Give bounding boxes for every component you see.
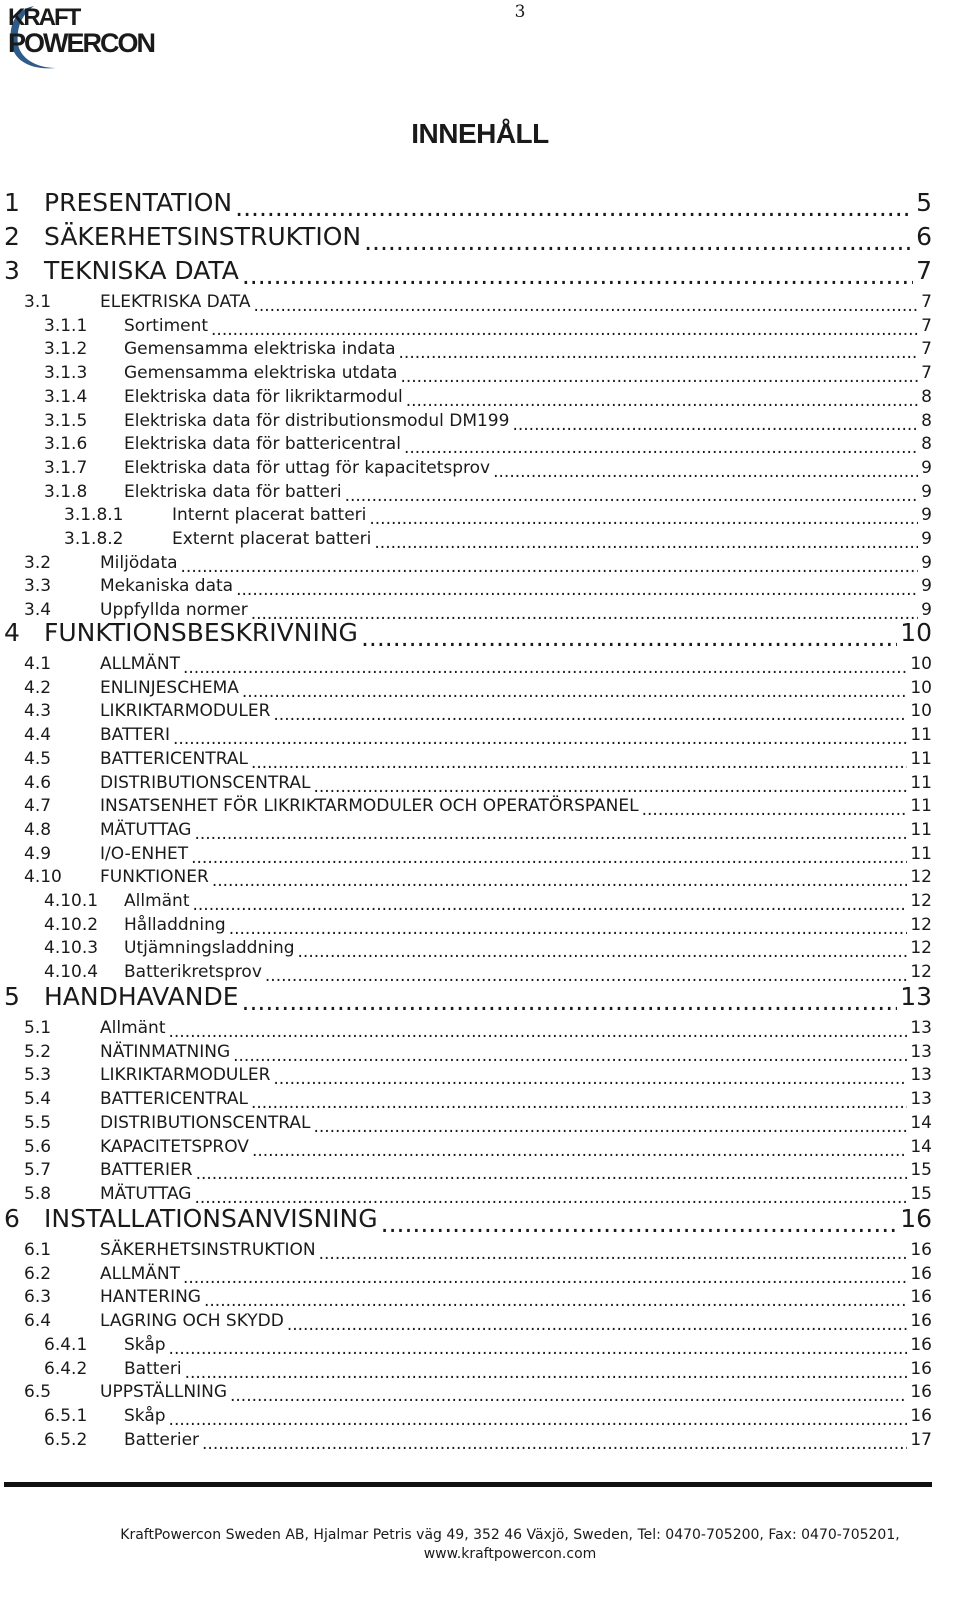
toc-leader-dots	[364, 227, 913, 256]
toc-entry-number: 3.3	[24, 576, 52, 597]
toc-entry[interactable]	[24, 725, 932, 749]
toc-entry-label: FUNKTIONER	[100, 867, 209, 888]
toc-entry[interactable]	[24, 576, 932, 600]
toc-entry-label: BATTERICENTRAL	[100, 748, 248, 769]
toc-entry-label: Uppfyllda normer	[100, 600, 248, 621]
toc-entry-page: 13	[910, 1065, 932, 1086]
toc-entry-number: 6	[4, 1204, 20, 1233]
toc-entry[interactable]	[24, 1018, 932, 1042]
toc-entry[interactable]	[24, 292, 932, 316]
toc-entry-number: 5.3	[24, 1065, 52, 1086]
toc-leader-dots	[374, 533, 918, 553]
toc-entry-label: INSTALLATIONSANVISNING	[44, 1204, 378, 1233]
toc-entry[interactable]	[24, 1089, 932, 1113]
toc-entry-page: 10	[900, 618, 932, 647]
toc-leader-dots	[230, 1386, 907, 1406]
toc-entry-page: 11	[910, 819, 932, 840]
toc-entry-number: 4.7	[24, 796, 52, 817]
toc-leader-dots	[181, 557, 919, 577]
toc-leader-dots	[169, 1339, 908, 1359]
toc-entry-number: 5.6	[24, 1136, 52, 1157]
toc-entry[interactable]	[24, 1311, 932, 1335]
toc-leader-dots	[242, 261, 913, 290]
toc-entry[interactable]	[44, 1406, 932, 1430]
toc-entry-page: 9	[921, 552, 932, 573]
toc-entry-label: Allmänt	[100, 1018, 166, 1038]
toc-entry-page: 16	[910, 1240, 932, 1260]
toc-entry[interactable]	[24, 844, 932, 868]
toc-entry-page: 16	[910, 1311, 932, 1332]
toc-entry-number: 4	[4, 618, 20, 647]
toc-leader-dots	[313, 777, 907, 797]
toc-entry-number: 6.3	[24, 1287, 52, 1308]
toc-entry-page: 11	[910, 796, 932, 817]
toc-leader-dots	[273, 705, 907, 725]
toc-entry-label: Batteri	[124, 1358, 182, 1379]
toc-entry-label: HANDHAVANDE	[44, 982, 239, 1011]
toc-entry-label: Elektriska data för battericentral	[124, 434, 401, 455]
toc-entry-label: ALLMÄNT	[100, 1263, 180, 1284]
logo-text-line2: POWERCON	[8, 28, 154, 58]
toc-entry[interactable]	[44, 891, 932, 915]
toc-entry-page: 7	[921, 339, 932, 360]
toc-entry-page: 8	[921, 410, 932, 431]
toc-entry-number: 6.1	[24, 1240, 52, 1260]
toc-entry-label: Externt placerat batteri	[172, 529, 372, 549]
toc-entry[interactable]	[24, 1113, 932, 1137]
toc-entry-number: 6.5	[24, 1382, 52, 1403]
footer-address: KraftPowercon Sweden AB, Hjalmar Petris väg 49, 352 46 Växjö, Sweden, Tel: 0470-705200, Fax: 0470-705201,	[120, 1527, 900, 1543]
toc-entry-number: 2	[4, 222, 20, 251]
toc-entry-label: Elektriska data för uttag för kapacitetsprov	[124, 457, 491, 478]
toc-leader-dots	[193, 895, 908, 915]
toc-leader-dots	[173, 729, 907, 749]
toc-entry-number: 4.9	[24, 843, 52, 864]
toc-entry-label: Utjämningsladdning	[124, 938, 295, 959]
toc-entry-page: 9	[921, 576, 932, 597]
toc-entry[interactable]	[4, 1204, 932, 1238]
toc-entry-number: 6.2	[24, 1263, 52, 1284]
toc-entry-label: Mekaniska data	[100, 576, 234, 597]
toc-leader-dots	[273, 1069, 907, 1089]
toc-entry-number: 1	[4, 188, 20, 217]
toc-entry-number: 4.8	[24, 819, 52, 840]
toc-entry[interactable]	[4, 188, 932, 222]
toc-entry-page: 14	[910, 1136, 932, 1157]
toc-leader-dots	[212, 871, 908, 891]
toc-entry-page: 13	[910, 1041, 932, 1062]
toc-entry[interactable]	[24, 1240, 932, 1264]
toc-entry-page: 13	[910, 1089, 932, 1110]
toc-leader-dots	[381, 1209, 898, 1238]
toc-entry[interactable]	[24, 678, 932, 702]
toc-entry-page: 16	[910, 1382, 932, 1403]
toc-entry-label: Allmänt	[124, 891, 190, 911]
toc-entry[interactable]	[24, 820, 932, 844]
toc-leader-dots	[512, 415, 918, 435]
toc-entry-page: 14	[910, 1112, 932, 1133]
toc-entry-number: 3.2	[24, 552, 52, 573]
toc-entry-label: HANTERING	[100, 1287, 201, 1308]
logo-text-line1: KRAFT	[8, 4, 80, 31]
toc-entry-label: Skåp	[124, 1334, 166, 1355]
toc-entry-number: 6.5.1	[44, 1405, 88, 1426]
toc-leader-dots	[493, 462, 918, 482]
toc-entry-label: BATTERIER	[100, 1160, 193, 1181]
toc-leader-dots	[251, 753, 907, 773]
toc-entry-number: 3.1.8	[44, 481, 88, 502]
toc-entry-label: ELEKTRISKA DATA	[100, 292, 251, 312]
toc-entry-label: Hålladdning	[124, 914, 226, 935]
toc-entry-page: 7	[921, 315, 932, 336]
toc-leader-dots	[252, 1141, 907, 1161]
toc-leader-dots	[406, 391, 918, 411]
toc-entry[interactable]	[24, 796, 932, 820]
toc-entry-page: 5	[916, 188, 932, 217]
toc-entry[interactable]	[44, 938, 932, 962]
toc-entry-number: 4.10.1	[44, 891, 99, 911]
toc-entry[interactable]	[44, 387, 932, 411]
toc-entry[interactable]	[24, 1160, 932, 1184]
toc-leader-dots	[211, 320, 918, 340]
toc-entry-number: 4.1	[24, 654, 52, 674]
toc-entry-number: 3.1	[24, 292, 52, 312]
toc-entry-page: 9	[921, 529, 932, 549]
toc-entry-number: 6.4	[24, 1311, 52, 1332]
toc-leader-dots	[233, 1046, 907, 1066]
toc-leader-dots	[196, 1164, 908, 1184]
toc-entry-page: 16	[910, 1263, 932, 1284]
toc-entry-number: 4.2	[24, 677, 52, 698]
toc-leader-dots	[313, 1117, 907, 1137]
toc-entry-label: LAGRING OCH SKYDD	[100, 1311, 284, 1332]
toc-entry-page: 10	[910, 701, 932, 722]
toc-entry[interactable]	[24, 1042, 932, 1066]
toc-entry-page: 11	[910, 772, 932, 793]
toc-entry-label: I/O-ENHET	[100, 843, 189, 864]
toc-leader-dots	[287, 1315, 908, 1335]
toc-leader-dots	[404, 438, 918, 458]
toc-entry-page: 7	[916, 256, 932, 285]
toc-leader-dots	[183, 1268, 907, 1288]
toc-entry-page: 9	[921, 505, 932, 526]
toc-entry-number: 3.1.1	[44, 315, 88, 336]
toc-entry-label: Gemensamma elektriska indata	[124, 339, 396, 360]
toc-entry-label: Miljödata	[100, 552, 178, 573]
toc-entry[interactable]	[44, 363, 932, 387]
toc-entry[interactable]	[64, 529, 932, 553]
toc-entry-page: 9	[921, 600, 932, 621]
toc-entry-number: 3.1.8.2	[64, 529, 124, 549]
toc-entry-number: 4.10.2	[44, 914, 99, 935]
toc-entry-number: 6.4.2	[44, 1358, 88, 1379]
toc-entry-number: 5.5	[24, 1112, 52, 1133]
toc-entry-page: 8	[921, 386, 932, 407]
footer-divider	[4, 1482, 932, 1487]
toc-leader-dots	[345, 486, 919, 506]
toc-entry-number: 3.1.8.1	[64, 505, 124, 526]
toc-entry[interactable]	[4, 256, 932, 290]
toc-entry-page: 12	[910, 962, 932, 983]
toc-entry[interactable]	[44, 915, 932, 939]
toc-entry-page: 12	[910, 891, 932, 911]
toc-entry-page: 6	[916, 222, 932, 251]
toc-entry-page: 10	[910, 654, 932, 674]
toc-leader-dots	[169, 1410, 908, 1430]
toc-entry[interactable]	[24, 701, 932, 725]
toc-leader-dots	[361, 623, 897, 652]
toc-entry-number: 4.10.4	[44, 962, 99, 983]
toc-entry-label: BATTERICENTRAL	[100, 1089, 248, 1110]
toc-entry[interactable]	[24, 867, 932, 891]
toc-entry-label: TEKNISKA DATA	[44, 256, 239, 285]
toc-entry-page: 13	[910, 1018, 932, 1038]
page-number: 3	[514, 2, 526, 22]
toc-leader-dots	[399, 343, 919, 363]
toc-entry-label: Elektriska data för batteri	[124, 481, 342, 502]
toc-entry-number: 3.1.5	[44, 410, 88, 431]
toc-entry-label: PRESENTATION	[44, 188, 233, 217]
toc-entry[interactable]	[44, 1335, 932, 1359]
toc-entry-number: 4.4	[24, 725, 52, 746]
toc-leader-dots	[298, 942, 908, 962]
toc-entry-label: Internt placerat batteri	[172, 505, 367, 526]
toc-entry[interactable]	[44, 411, 932, 435]
toc-entry[interactable]	[44, 1359, 932, 1383]
toc-entry-number: 4.3	[24, 701, 52, 722]
toc-entry[interactable]	[24, 1382, 932, 1406]
toc-entry-number: 3.1.3	[44, 363, 88, 384]
footer-website: www.kraftpowercon.com	[423, 1546, 597, 1562]
toc-leader-dots	[235, 193, 913, 222]
toc-entry-page: 12	[910, 938, 932, 959]
company-logo	[6, 2, 176, 72]
toc-entry-page: 13	[900, 982, 932, 1011]
toc-entry-number: 3.1.2	[44, 339, 88, 360]
toc-entry[interactable]	[24, 1137, 932, 1161]
toc-entry-page: 16	[910, 1405, 932, 1426]
toc-entry-label: Batterikretsprov	[124, 962, 262, 983]
toc-leader-dots	[400, 367, 918, 387]
toc-entry-page: 15	[910, 1183, 932, 1204]
toc-leader-dots	[202, 1434, 907, 1454]
toc-entry-label: LIKRIKTARMODULER	[100, 701, 271, 722]
toc-entry-page: 16	[910, 1358, 932, 1379]
toc-entry-page: 9	[921, 481, 932, 502]
toc-entry-label: Elektriska data för likriktarmodul	[124, 386, 403, 407]
toc-entry[interactable]	[44, 482, 932, 506]
toc-entry-page: 12	[910, 867, 932, 888]
toc-title: INNEHÅLL	[411, 118, 549, 149]
toc-entry-number: 4.5	[24, 748, 52, 769]
toc-entry-page: 16	[900, 1204, 932, 1233]
toc-leader-dots	[319, 1244, 908, 1264]
toc-entry-number: 6.5.2	[44, 1429, 88, 1450]
toc-entry-number: 5.2	[24, 1041, 52, 1062]
toc-entry-number: 4.10.3	[44, 938, 99, 959]
toc-leader-dots	[204, 1291, 907, 1311]
toc-entry-label: Skåp	[124, 1405, 166, 1426]
toc-leader-dots	[169, 1022, 908, 1042]
toc-entry-number: 5.8	[24, 1183, 52, 1204]
toc-entry[interactable]	[4, 982, 932, 1016]
toc-entry[interactable]	[24, 1264, 932, 1288]
toc-leader-dots	[242, 987, 898, 1016]
toc-entry-number: 4.6	[24, 772, 52, 793]
toc-entry-label: SÄKERHETSINSTRUKTION	[44, 222, 362, 251]
toc-entry-label: Batterier	[124, 1429, 200, 1450]
toc-entry-label: UPPSTÄLLNING	[100, 1382, 227, 1403]
toc-entry-page: 11	[910, 843, 932, 864]
footer	[0, 1526, 960, 1564]
toc-entry-label: FUNKTIONSBESKRIVNING	[44, 618, 358, 647]
toc-entry[interactable]	[24, 654, 932, 678]
toc-leader-dots	[642, 800, 908, 820]
toc-leader-dots	[229, 919, 908, 939]
toc-entry-label: Elektriska data för distributionsmodul DM199	[124, 410, 510, 431]
toc-entry-page: 9	[921, 457, 932, 478]
toc-entry-label: Gemensamma elektriska utdata	[124, 363, 398, 384]
toc-entry-number: 3.1.4	[44, 386, 88, 407]
toc-entry-label: ENLINJESCHEMA	[100, 677, 239, 698]
toc-entry[interactable]	[24, 553, 932, 577]
toc-entry-label: DISTRIBUTIONSCENTRAL	[100, 1112, 311, 1133]
toc-entry-page: 16	[910, 1287, 932, 1308]
toc-entry[interactable]	[4, 618, 932, 652]
toc-entry-label: BATTERI	[100, 725, 171, 746]
toc-entry-page: 17	[910, 1429, 932, 1450]
toc-entry-page: 11	[910, 725, 932, 746]
toc-entry-number: 5.7	[24, 1160, 52, 1181]
toc-entry-page: 7	[921, 292, 932, 312]
toc-entry-label: MÄTUTTAG	[100, 819, 192, 840]
toc-entry-page: 7	[921, 363, 932, 384]
toc-leader-dots	[251, 1093, 907, 1113]
toc-entry-page: 15	[910, 1160, 932, 1181]
toc-entry-number: 3.1.7	[44, 457, 88, 478]
toc-entry[interactable]	[24, 749, 932, 773]
toc-entry-number: 5	[4, 982, 20, 1011]
toc-entry-label: INSATSENHET FÖR LIKRIKTARMODULER OCH OPERATÖRSPANEL	[100, 796, 639, 817]
toc-entry[interactable]	[4, 222, 932, 256]
toc-entry-label: KAPACITETSPROV	[100, 1136, 249, 1157]
toc-entry-label: NÄTINMATNING	[100, 1041, 231, 1062]
toc-entry[interactable]	[64, 505, 932, 529]
toc-entry[interactable]	[44, 1430, 932, 1454]
toc-leader-dots	[236, 580, 918, 600]
toc-leader-dots	[194, 824, 907, 844]
toc-entry-number: 3	[4, 256, 20, 285]
toc-leader-dots	[191, 848, 907, 868]
toc-entry-label: ALLMÄNT	[100, 654, 180, 674]
toc-leader-dots	[183, 658, 907, 678]
toc-entry-label: LIKRIKTARMODULER	[100, 1065, 271, 1086]
toc-entry[interactable]	[24, 1287, 932, 1311]
toc-entry-page: 16	[910, 1334, 932, 1355]
toc-leader-dots	[185, 1363, 908, 1383]
toc-entry-number: 5.1	[24, 1018, 52, 1038]
toc-entry[interactable]	[44, 434, 932, 458]
toc-leader-dots	[253, 296, 918, 316]
toc-entry-page: 12	[910, 914, 932, 935]
toc-entry-label: SÄKERHETSINSTRUKTION	[100, 1240, 316, 1260]
toc-entry[interactable]	[44, 316, 932, 340]
toc-entry-page: 8	[921, 434, 932, 455]
toc-entry-label: Sortiment	[124, 315, 209, 336]
toc-leader-dots	[369, 509, 918, 529]
toc-entry-page: 11	[910, 748, 932, 769]
toc-entry-label: DISTRIBUTIONSCENTRAL	[100, 772, 311, 793]
toc-entry-label: MÄTUTTAG	[100, 1183, 192, 1204]
toc-entry[interactable]	[44, 339, 932, 363]
toc-entry-page: 10	[910, 677, 932, 698]
toc-entry-number: 4.10	[24, 867, 62, 888]
toc-entry-number: 3.1.6	[44, 434, 88, 455]
toc-leader-dots	[242, 682, 907, 702]
toc-entry[interactable]	[24, 1065, 932, 1089]
toc-entry-number: 3.4	[24, 600, 52, 621]
toc-entry-number: 5.4	[24, 1089, 52, 1110]
toc-entry-number: 6.4.1	[44, 1334, 88, 1355]
toc-entry[interactable]	[44, 458, 932, 482]
toc-entry[interactable]	[24, 773, 932, 797]
